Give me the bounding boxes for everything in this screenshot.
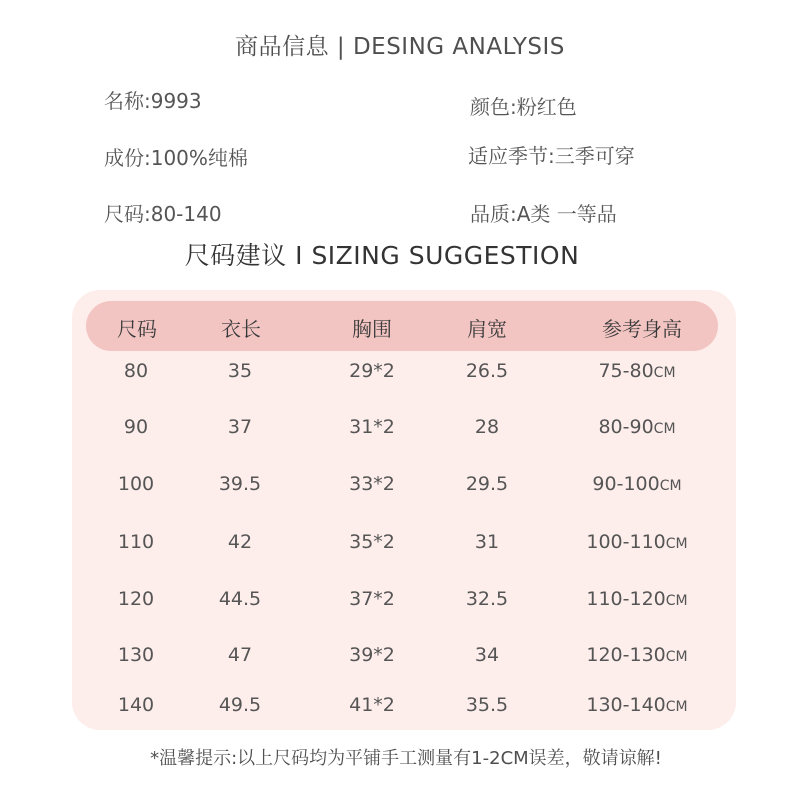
cell-chest-value: 37*2 — [349, 588, 395, 610]
product-info-title: 商品信息 | DESING ANALYSIS — [235, 34, 565, 60]
cell-length — [219, 473, 261, 495]
sizing-suggestion-title: 尺码建议 I SIZING SUGGESTION — [184, 241, 580, 270]
measurement-footnote: *温馨提示:以上尺码均为平铺手工测量有1-2CM误差，敬请谅解! — [150, 748, 662, 769]
cell-shoulder — [475, 644, 499, 666]
cell-length-value: 42 — [227, 531, 253, 553]
cell-length-value: 44.5 — [218, 588, 262, 610]
cell-size — [118, 473, 154, 495]
cell-height-value: 80-90 — [598, 416, 654, 438]
cell-length — [219, 588, 261, 610]
product-material: 成份:100%纯棉 — [104, 146, 248, 170]
product-size-range: 尺码:80-140 — [104, 202, 222, 226]
cell-length — [228, 416, 252, 438]
cell-height-value: 130-140 — [586, 694, 666, 716]
cell-length-value: 37 — [227, 416, 253, 438]
cell-height — [586, 588, 687, 610]
cell-size — [118, 644, 154, 666]
cell-height — [586, 644, 687, 666]
cell-height-value: 120-130 — [586, 644, 666, 666]
header-length: 衣长 — [221, 317, 261, 341]
height-unit: CM — [665, 649, 688, 665]
cell-height-value: 75-80 — [598, 360, 654, 382]
cell-size — [124, 360, 148, 382]
cell-shoulder-value: 26.5 — [465, 360, 509, 382]
cell-chest — [349, 473, 395, 495]
header-shoulder: 肩宽 — [467, 317, 507, 341]
height-unit: CM — [653, 421, 676, 437]
cell-length — [228, 531, 252, 553]
cell-height — [592, 473, 681, 495]
header-chest: 胸围 — [352, 317, 392, 341]
header-reference-height: 参考身高 — [602, 317, 682, 341]
cell-chest — [349, 694, 395, 716]
height-unit: CM — [653, 365, 676, 381]
cell-chest-value: 41*2 — [349, 694, 395, 716]
cell-length — [228, 644, 252, 666]
cell-shoulder-value: 32.5 — [465, 588, 509, 610]
cell-chest-value: 33*2 — [349, 473, 395, 495]
cell-chest — [349, 588, 395, 610]
cell-length-value: 39.5 — [218, 473, 262, 495]
cell-height-value: 100-110 — [586, 531, 666, 553]
cell-size-value: 130 — [117, 644, 155, 666]
cell-length — [219, 694, 261, 716]
cell-shoulder — [466, 694, 508, 716]
cell-chest — [349, 644, 395, 666]
product-quality: 品质:A类 一等品 — [470, 202, 617, 226]
cell-chest-value: 31*2 — [349, 416, 395, 438]
cell-size-value: 110 — [117, 531, 155, 553]
cell-size-value: 140 — [117, 694, 155, 716]
cell-length-value: 47 — [227, 644, 253, 666]
cell-chest — [349, 360, 395, 382]
cell-length-value: 49.5 — [218, 694, 262, 716]
cell-chest — [349, 531, 395, 553]
product-name: 名称:9993 — [104, 89, 202, 113]
height-unit: CM — [665, 536, 688, 552]
cell-chest-value: 29*2 — [349, 360, 395, 382]
cell-shoulder-value: 34 — [474, 644, 500, 666]
cell-size — [118, 531, 154, 553]
cell-height-value: 110-120 — [586, 588, 666, 610]
cell-size-value: 120 — [117, 588, 155, 610]
height-unit: CM — [659, 478, 682, 494]
cell-shoulder — [466, 473, 508, 495]
cell-shoulder-value: 28 — [474, 416, 500, 438]
product-season: 适应季节:三季可穿 — [468, 144, 635, 168]
cell-height — [586, 531, 687, 553]
cell-shoulder-value: 35.5 — [465, 694, 509, 716]
cell-shoulder-value: 29.5 — [465, 473, 509, 495]
cell-shoulder-value: 31 — [474, 531, 500, 553]
height-unit: CM — [665, 699, 688, 715]
cell-length — [228, 360, 252, 382]
cell-chest-value: 35*2 — [349, 531, 395, 553]
cell-shoulder — [475, 416, 499, 438]
product-color: 颜色:粉红色 — [470, 95, 577, 119]
cell-height — [598, 416, 675, 438]
cell-chest-value: 39*2 — [349, 644, 395, 666]
cell-height-value: 90-100 — [592, 473, 660, 495]
header-size: 尺码 — [117, 317, 157, 341]
cell-size-value: 90 — [123, 416, 149, 438]
cell-size — [118, 694, 154, 716]
height-unit: CM — [665, 593, 688, 609]
cell-chest — [349, 416, 395, 438]
cell-length-value: 35 — [227, 360, 253, 382]
cell-shoulder — [475, 531, 499, 553]
cell-size-value: 80 — [123, 360, 149, 382]
cell-size-value: 100 — [117, 473, 155, 495]
cell-height — [598, 360, 675, 382]
cell-shoulder — [466, 588, 508, 610]
cell-height — [586, 694, 687, 716]
cell-size — [124, 416, 148, 438]
cell-shoulder — [466, 360, 508, 382]
cell-size — [118, 588, 154, 610]
